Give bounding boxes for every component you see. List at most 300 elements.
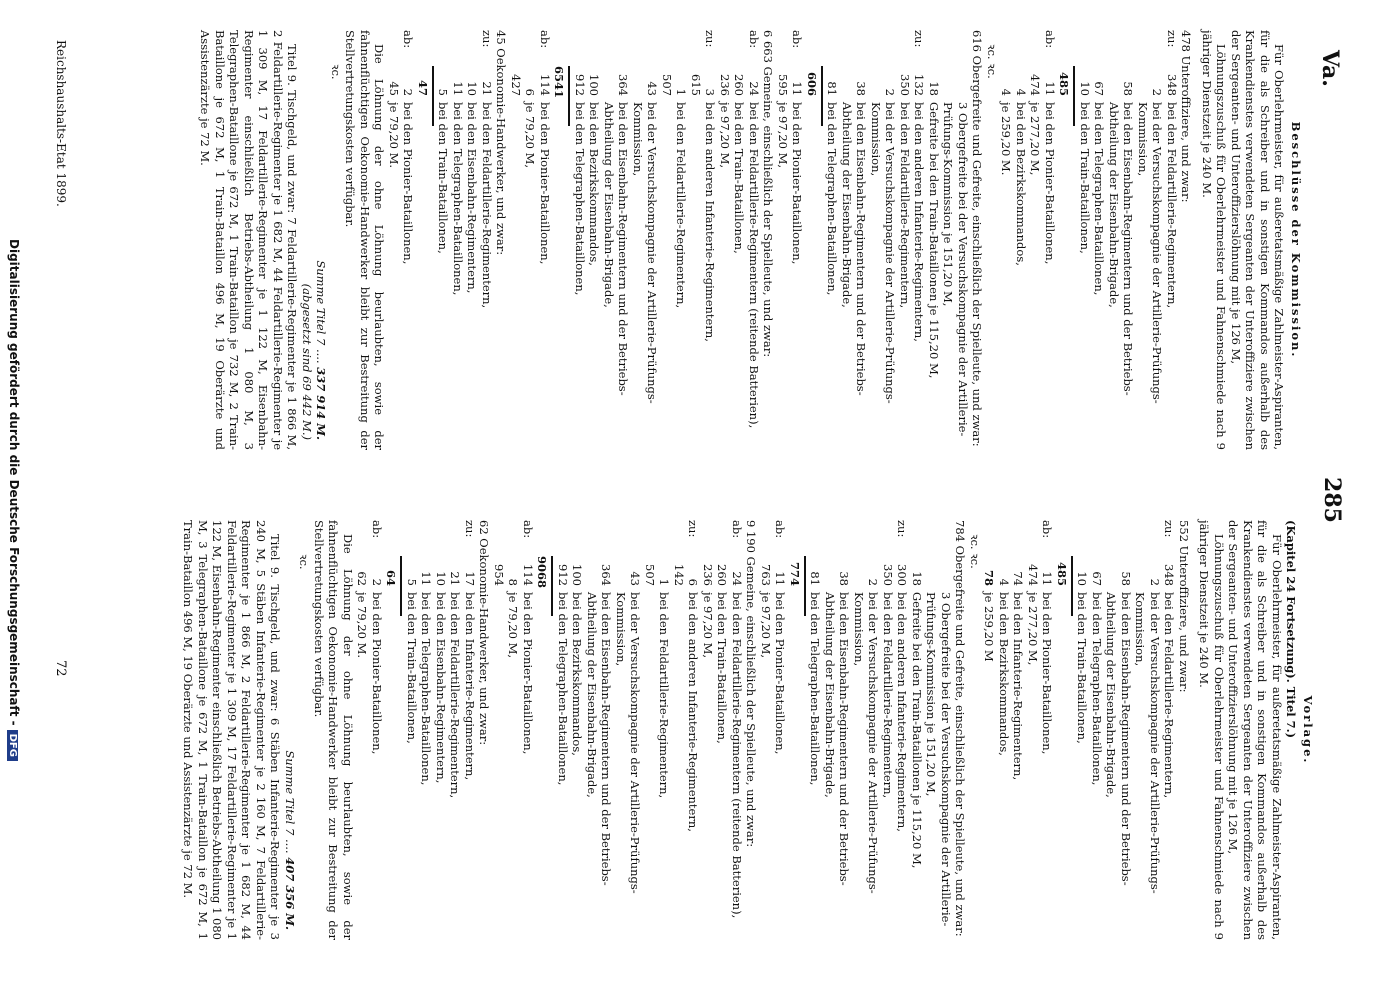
group-total: 47	[416, 79, 430, 96]
entry-label	[718, 30, 733, 66]
note-paragraph: Die Löhnung der ohne Löhnung beurlaubten, sowie der fahnenflüchtigen Oekonomie-Handwerker bleibt zur Bestreitung der Stellvertretungskosten verfügbar.	[343, 30, 387, 450]
intro-paragraph-2: Löhnungszuschuß für Oberlehrmeister und Fahnenschmiede nach 9 jähriger Dienstzeit je 240 M.	[1197, 520, 1226, 940]
entry-row	[924, 520, 953, 940]
entry-text: bei den Train-Bataillonen,	[1075, 592, 1090, 744]
entry-label	[1026, 520, 1041, 556]
entry-text: je 79,20 M,	[523, 102, 538, 169]
entry-label	[852, 520, 881, 556]
entry-label	[823, 520, 852, 556]
entry-label: zu:	[912, 30, 927, 48]
footer-page-number: 72	[53, 660, 68, 677]
entry-number: 236	[701, 564, 715, 586]
section-tag: Va.	[1317, 50, 1343, 87]
group-rows	[776, 30, 805, 450]
group-rows	[825, 30, 970, 450]
group-rows	[573, 30, 762, 450]
entry-row	[773, 520, 788, 940]
entry-text: bei den Eisenbahn-Regimentern,	[465, 102, 480, 294]
sum-label: Summe Titel 7 ....	[283, 750, 297, 854]
entry-text: bei der Versuchskompagnie der Artillerie-Prüfungs-Kommission,	[1133, 592, 1162, 894]
entry-number: 1 507	[660, 74, 689, 96]
entry-text: je 277,20 M,	[1028, 102, 1043, 176]
entry-number: 2	[866, 578, 881, 586]
entry-label	[941, 30, 970, 66]
entry-label	[451, 30, 466, 66]
entry-label: ab:	[401, 30, 416, 49]
entry-text: bei der Versuchskompagnie der Artillerie-Prüfungs-Kommission,	[631, 102, 660, 404]
entry-number: 114	[538, 74, 552, 96]
entry-number: 1 507	[643, 564, 672, 586]
entry-text: bei den Feldartillerie-Regimentern,	[674, 102, 689, 309]
entry-row	[1014, 30, 1029, 450]
entry-number: 100	[587, 74, 602, 96]
entry-row	[715, 520, 730, 940]
entry-number: 38	[837, 571, 852, 586]
group-total: 9068	[535, 556, 550, 589]
entry-label: zu:	[480, 30, 494, 48]
entry-text: bei den Pionier-Bataillonen,	[790, 102, 805, 265]
group-rows	[405, 520, 478, 940]
entry-label	[840, 30, 869, 66]
digitization-credit	[7, 0, 21, 1000]
entry-label	[1014, 30, 1029, 66]
entry-label	[776, 30, 791, 66]
entry-number: 74	[1011, 571, 1026, 586]
entry-text: je 79,20 M,	[506, 592, 521, 659]
sum-label: Summe Titel 7 ....	[314, 260, 329, 364]
column-vorlage	[181, 520, 1315, 940]
entry-row	[1090, 520, 1105, 940]
entry-label: zu:	[895, 520, 910, 538]
entry-label	[643, 520, 672, 556]
entry-label	[1028, 30, 1043, 66]
group-total: 606	[805, 71, 819, 96]
entry-row	[370, 520, 385, 940]
group-heading: 45 Oekonomie-Handwerker, und zwar:	[494, 30, 509, 256]
entry-label	[1107, 30, 1136, 66]
entry-number: 18	[927, 81, 941, 96]
entry-number: 5	[436, 88, 451, 96]
entry-row	[825, 30, 840, 450]
entry-number: 2	[1150, 88, 1165, 96]
entry-label	[355, 520, 370, 556]
entry-number: 8 954	[492, 564, 521, 586]
group-rows	[808, 520, 953, 940]
group-total: 6541	[552, 66, 567, 99]
entry-label: ab:	[538, 30, 552, 49]
entry-number: 21	[480, 81, 494, 96]
entry-label	[556, 520, 571, 556]
entry-text: bei den Pionier-Bataillonen,	[521, 592, 535, 755]
footer-budget-label: Reichshaushalts-Etat 1899.	[54, 40, 68, 207]
entry-text: bei den anderen Infanterie-Regimentern,	[686, 592, 701, 832]
entry-label	[585, 520, 614, 556]
entry-number: 2	[370, 578, 384, 586]
group-heading: 616 Obergefreite und Gefreite, einschließlich der Spielleute, und zwar:	[970, 30, 985, 447]
entry-number: 260	[715, 564, 730, 586]
entry-row	[355, 520, 370, 940]
entry-text: bei den anderen Infanterie-Regimentern,	[912, 102, 927, 342]
entry-number: 912	[556, 564, 570, 586]
entry-text: bei den Feldartillerie-Regimentern,	[1165, 102, 1179, 309]
entry-label	[825, 30, 840, 66]
entry-row	[1107, 30, 1136, 450]
entry-row	[823, 520, 852, 940]
entry-number: 236	[718, 74, 732, 96]
etc-mark: ꝛc.	[329, 64, 343, 80]
entry-row	[573, 30, 588, 450]
entry-row	[1133, 520, 1162, 940]
entry-label	[614, 520, 643, 556]
entry-row	[701, 520, 716, 940]
entry-label	[570, 520, 585, 556]
entry-number: 21	[448, 571, 463, 586]
group-rows	[492, 520, 536, 940]
entry-label	[509, 30, 538, 66]
group-rows	[1078, 30, 1180, 450]
digitization-credit-text: Digitalisierung gefördert durch die Deutsche Forschungsgemeinschaft -	[7, 239, 21, 726]
entry-label	[881, 520, 896, 556]
entry-label	[808, 520, 823, 556]
entry-row	[631, 30, 660, 450]
entry-text: je 259,20 M.	[999, 102, 1014, 176]
entry-label	[448, 520, 463, 556]
sum-note: (abgesetzt sind 69 442 M.)	[300, 283, 314, 440]
entry-label	[869, 30, 898, 66]
entry-number: 11	[773, 571, 788, 586]
entry-label	[1136, 30, 1165, 66]
group-total: 485	[1057, 71, 1072, 96]
group-rows	[509, 30, 553, 450]
entry-row	[869, 30, 898, 450]
entry-row	[387, 30, 402, 450]
column-heading: Vorlage.	[1301, 695, 1315, 765]
entry-text: bei den Eisenbahn-Regimentern und der Betriebs-Abtheilung der Eisenbahn-Brigade,	[585, 592, 614, 886]
entry-label	[1078, 30, 1093, 66]
entry-text: je 79,20 M.	[387, 102, 401, 169]
entry-row	[689, 30, 718, 450]
entry-label: zu:	[686, 520, 701, 538]
entry-number: 10	[434, 571, 448, 586]
group-rows	[355, 520, 384, 940]
entry-label	[660, 30, 689, 66]
entry-text: bei den Feldartillerie-Regimentern,	[1162, 592, 1177, 799]
entry-number	[924, 556, 953, 592]
entry-number: 2	[883, 88, 898, 96]
entry-row	[538, 30, 553, 450]
entry-number: 114	[521, 564, 535, 586]
entry-text: bei den Telegraphen-Bataillonen,	[451, 102, 465, 296]
entry-text: bei den Telegraphen-Bataillonen,	[1092, 102, 1107, 296]
entry-row	[401, 30, 416, 450]
entry-text: bei den Feldartillerie-Regimentern,	[448, 592, 463, 799]
entry-number: 24	[730, 571, 744, 586]
entry-number: 4	[999, 88, 1014, 96]
entry-text: bei den Telegraphen-Bataillonen,	[573, 102, 587, 296]
entry-number: 2	[401, 88, 416, 96]
entry-label	[405, 520, 420, 556]
entry-row	[747, 30, 762, 450]
entry-number: 11	[419, 571, 434, 586]
entry-number: 474	[1028, 74, 1043, 96]
entry-label	[927, 30, 942, 66]
entry-row	[672, 520, 701, 940]
entry-label: ab:	[730, 520, 744, 539]
group-total: 774	[788, 561, 802, 586]
entry-text: bei den Bezirkskommandos,	[1014, 102, 1028, 266]
entry-text: bei den Feldartillerie-Regimentern,	[881, 592, 895, 799]
entry-number	[941, 66, 970, 102]
entry-text: bei den Bezirkskommandos,	[587, 102, 602, 266]
entry-text: bei den Telegraphen-Bataillonen,	[556, 592, 570, 786]
entry-label: ab:	[747, 30, 761, 49]
entry-row	[808, 520, 823, 940]
entry-label	[631, 30, 660, 66]
entry-number: 11	[1040, 571, 1055, 586]
entry-label: ab:	[1043, 30, 1057, 49]
entry-row	[405, 520, 420, 940]
entry-text: bei den Telegraphen-Bataillonen,	[825, 102, 840, 296]
entry-number: 10	[1078, 81, 1092, 96]
entry-label	[732, 30, 747, 66]
entry-row	[732, 30, 747, 450]
entry-label	[465, 30, 480, 66]
entry-text: bei den Telegraphen-Bataillonen,	[1090, 592, 1104, 786]
entry-label	[898, 30, 913, 66]
entry-number: 58	[1121, 81, 1136, 96]
entry-number: 912	[573, 74, 587, 96]
page-number: 285	[1319, 477, 1345, 523]
entry-number: 45	[387, 81, 401, 96]
group-heading: 6 663 Gemeine, einschließlich der Spielleute, und zwar:	[761, 30, 776, 358]
group-end-text: je 259,20 M	[982, 592, 997, 662]
entry-number: 38	[854, 81, 869, 96]
intro-paragraph-2: Löhnungszuschuß für Oberlehrmeister und Fahnenschmiede nach 9 jähriger Dienstzeit je 240 M.	[1200, 30, 1229, 450]
entry-row	[1104, 520, 1133, 940]
entry-row	[419, 520, 434, 940]
entry-text: je 97,20 M,	[701, 592, 715, 659]
entry-label	[1092, 30, 1107, 66]
entry-text: je 79,20 M.	[355, 592, 370, 659]
entry-row	[910, 520, 925, 940]
entry-number: 350	[898, 74, 912, 96]
entry-text: bei den Train-Bataillonen,	[732, 102, 747, 254]
entry-row	[1092, 30, 1107, 450]
entry-number: 2	[1148, 578, 1162, 586]
entry-row	[465, 30, 480, 450]
entry-number: 17	[463, 571, 477, 586]
entry-number: 474	[1026, 564, 1040, 586]
entry-row	[1026, 520, 1041, 940]
entry-text: bei den Pionier-Bataillonen,	[401, 102, 416, 265]
entry-row	[1165, 30, 1180, 450]
entry-label	[997, 520, 1012, 556]
group-rows	[999, 30, 1057, 450]
entry-text: je 97,20 M,	[718, 102, 732, 169]
entry-row	[480, 30, 495, 450]
entry-row	[521, 520, 536, 940]
entry-row	[492, 520, 521, 940]
entry-number: 24	[747, 81, 761, 96]
entry-text: je 97,20 M,	[759, 592, 773, 659]
entry-row	[912, 30, 927, 450]
group-total: 485	[1055, 561, 1069, 586]
entry-row	[759, 520, 774, 940]
entry-label	[492, 520, 521, 556]
entry-number: 260	[732, 74, 747, 96]
entry-row	[840, 30, 869, 450]
entry-row	[509, 30, 538, 450]
entry-label: zu:	[1162, 520, 1177, 538]
entry-row	[587, 30, 602, 450]
entry-row	[448, 520, 463, 940]
entry-row	[643, 520, 672, 940]
entry-row	[999, 30, 1014, 450]
entry-number: 11	[790, 81, 805, 96]
entry-text: bei den Eisenbahn-Regimentern und der Betriebs-Abtheilung der Eisenbahn-Brigade,	[1107, 102, 1136, 396]
entry-number: 4	[1014, 88, 1028, 96]
titel9-paragraph: Titel 9. Tischgeld, und zwar: 6 Stäben Infanterie-Regimenter je 3 240 M, 5 Stäben Infanterie-Regimenter je 2 160 M, 7 Feldartillerie-Regimenter je 1 866 M, 2 Feldartillerie-Regimenter je 1 682 M, 44 Feldartillerie-Regimenter je 1 309 M, 17 Feldartillerie-Regimenter je 1 122 M, Eisenbahn-Regimenter einschließlich Betriebs-Abtheilung 1 080 M, 3 Telegraphen-Bataillone je 672 M, 1 Train-Bataillon je 672 M, 1 Train-Bataillon 496 M, 19 Oberärzte und Assistenzärzte je 72 M.	[181, 520, 283, 940]
entry-row	[898, 30, 913, 450]
entry-number: 132	[912, 74, 927, 96]
intro-paragraph: Für Oberlehrmeister, für außeretatsmäßige Zahlmeister-Aspiranten, für die als Schreiber und in sonstigen Kommandos außerhalb des Krankendienstes verwendeten Sergeanten der Unteroffiziere zwischen der Sergeanten- und Unteroffizierslöhnung mit je 126 M,	[1226, 520, 1284, 940]
entry-row	[463, 520, 478, 940]
entry-number: 81	[825, 81, 840, 96]
entry-number: 6 142	[672, 564, 701, 586]
entry-number: 3 615	[689, 74, 718, 96]
group-total: 64	[384, 569, 399, 586]
entry-label: ab:	[1040, 520, 1055, 539]
group-heading: 784 Obergefreite und Gefreite, einschließlich der Spielleute, und zwar:	[953, 520, 968, 937]
entry-text: bei der Versuchskompagnie der Artillerie-Prüfungs-Kommission,	[1136, 102, 1165, 404]
entry-text: bei der Versuchskompagnie der Artillerie-Prüfungs-Kommission,	[614, 592, 643, 894]
entry-row	[1011, 520, 1026, 940]
group-rows	[997, 520, 1055, 940]
entry-number: 10	[465, 81, 480, 96]
entry-row	[1028, 30, 1043, 450]
entry-label	[1133, 520, 1162, 556]
group-heading: 62 Oekonomie-Handwerker, und zwar:	[477, 520, 492, 746]
entry-text: bei den Infanterie-Regimentern,	[1011, 592, 1026, 781]
entry-text: bei den Feldartillerie-Regimentern (reitende Batterien),	[730, 592, 744, 919]
entry-number: 5	[405, 578, 419, 586]
entry-text: bei den Bezirkskommandos,	[997, 592, 1011, 756]
entry-number: 10	[1075, 571, 1090, 586]
entry-row	[436, 30, 451, 450]
entry-text: bei den Feldartillerie-Regimentern,	[480, 102, 494, 309]
entry-number: 350	[881, 564, 895, 586]
entry-row	[730, 520, 745, 940]
entry-number: 348	[1162, 564, 1177, 586]
entry-label: ab:	[773, 520, 788, 539]
entry-label: ab:	[370, 520, 384, 539]
entry-number: 364	[599, 564, 614, 586]
chapter-continuation: (Kapitel 24 Fortsetzung). Titel 7.)	[1284, 520, 1299, 739]
entry-text: Gefreite bei den Train-Bataillonen je 115,20 M,	[910, 592, 924, 869]
sum-value: 407 356 M.	[283, 857, 297, 930]
titel9-paragraph: Titel 9. Tischgeld, und zwar: 7 Feldartillerie-Regimenter je 1 866 M, 2 Feldartillerie-Regimenter je 1 682 M, 44 Feldartillerie-Regimenter je 1 309 M, 17 Feldartillerie-Regimenter je 1 122 M, Eisenbahn-Regimenter einschließlich Betriebs-Abtheilung 1 080 M, 3 Telegraphen-Bataillone je 672 M, 1 Train-Bataillon je 732 M, 2 Train-Bataillone je 672 M, 1 Train-Bataillon 496 M, 19 Oberärzte und Assistenzärzte je 72 M.	[198, 30, 300, 450]
entry-label	[715, 520, 730, 556]
entry-number: 364	[616, 74, 631, 96]
entry-row	[790, 30, 805, 450]
entry-text: bei den Train-Bataillonen,	[405, 592, 419, 744]
entry-label	[573, 30, 588, 66]
entry-text: bei den Pionier-Bataillonen,	[1043, 102, 1057, 265]
entry-text: bei den Pionier-Bataillonen,	[773, 592, 788, 755]
entry-label	[924, 520, 953, 556]
entry-text: bei den Feldartillerie-Regimentern,	[898, 102, 912, 309]
entry-label	[1090, 520, 1105, 556]
entry-text: je 277,20 M,	[1026, 592, 1040, 666]
group-end-number: 78	[982, 569, 997, 586]
entry-text: bei den Bezirkskommandos,	[570, 592, 585, 756]
entry-text: bei den Eisenbahn-Regimentern,	[434, 592, 448, 784]
entry-text: bei den Eisenbahn-Regimentern und der Betriebs-Abtheilung der Eisenbahn-Brigade,	[602, 102, 631, 396]
entry-label	[434, 520, 449, 556]
entry-text: bei den Feldartillerie-Regimentern,	[657, 592, 672, 799]
entry-label	[419, 520, 434, 556]
group-heading: 552 Unteroffiziere, und zwar:	[1177, 520, 1191, 693]
entry-row	[1078, 30, 1093, 450]
entry-row	[927, 30, 942, 450]
entry-label: zu:	[703, 30, 718, 48]
entry-label	[1075, 520, 1090, 556]
etc-mark: ꝛc. ꝛc.	[985, 44, 999, 79]
entry-row	[881, 520, 896, 940]
entry-number: 43	[628, 571, 643, 586]
entry-number: 18	[910, 571, 924, 586]
entry-row	[660, 30, 689, 450]
entry-number: 11	[451, 81, 465, 96]
entry-label: ab:	[790, 30, 805, 49]
entry-label	[999, 30, 1014, 66]
entry-row	[776, 30, 791, 450]
entry-label	[436, 30, 451, 66]
group-rows	[387, 30, 416, 450]
entry-text: bei den Train-Bataillonen,	[436, 102, 451, 254]
entry-label	[759, 520, 774, 556]
entry-row	[1136, 30, 1165, 450]
entry-row	[718, 30, 733, 450]
entry-row	[1043, 30, 1058, 450]
entry-number: 4	[997, 578, 1011, 586]
group-rows	[759, 520, 788, 940]
entry-number: 62	[355, 571, 370, 586]
entry-row	[941, 30, 970, 450]
entry-row	[451, 30, 466, 450]
etc-mark: ꝛc.	[297, 554, 312, 570]
entry-row	[556, 520, 571, 940]
entry-number: 348	[1165, 74, 1179, 96]
sum-value: 337 914 M.	[314, 367, 329, 440]
entry-number: 300	[895, 564, 910, 586]
entry-text: bei den Feldartillerie-Regimentern (reitende Batterien),	[747, 102, 761, 429]
entry-number: 67	[1090, 571, 1104, 586]
intro-paragraph: Für Oberlehrmeister, für außeretatsmäßige Zahlmeister-Aspiranten, für die als Schreiber und in sonstigen Kommandos außerhalb des Krankendienstes verwendeten Sergeanten der Unteroffiziere zwischen der Sergeanten- und Unteroffizierslöhnung mit je 126 M,	[1229, 30, 1287, 450]
entry-number: 6 427	[509, 74, 538, 96]
entry-row	[602, 30, 631, 450]
entry-text: je 97,20 M,	[776, 102, 790, 169]
entry-text: bei den anderen Infanterie-Regimentern,	[895, 592, 910, 832]
entry-label: zu:	[463, 520, 477, 538]
group-rows	[556, 520, 745, 940]
entry-row	[997, 520, 1012, 940]
entry-row	[585, 520, 614, 940]
entry-label: zu:	[1165, 30, 1179, 48]
entry-text: 3 Obergefreite bei der Versuchskompagnie der Artillerie-Prüfungs-Kommission je 151,20 M,	[924, 592, 953, 927]
note-paragraph: Die Löhnung der ohne Löhnung beurlaubten, sowie der fahnenflüchtigen Oekonomie-Handwerker bleibt zur Bestreitung der Stellvertretungskosten verfügbar.	[312, 520, 355, 940]
entry-text: bei den Eisenbahn-Regimentern und der Betriebs-Abtheilung der Eisenbahn-Brigade,	[1104, 592, 1133, 886]
